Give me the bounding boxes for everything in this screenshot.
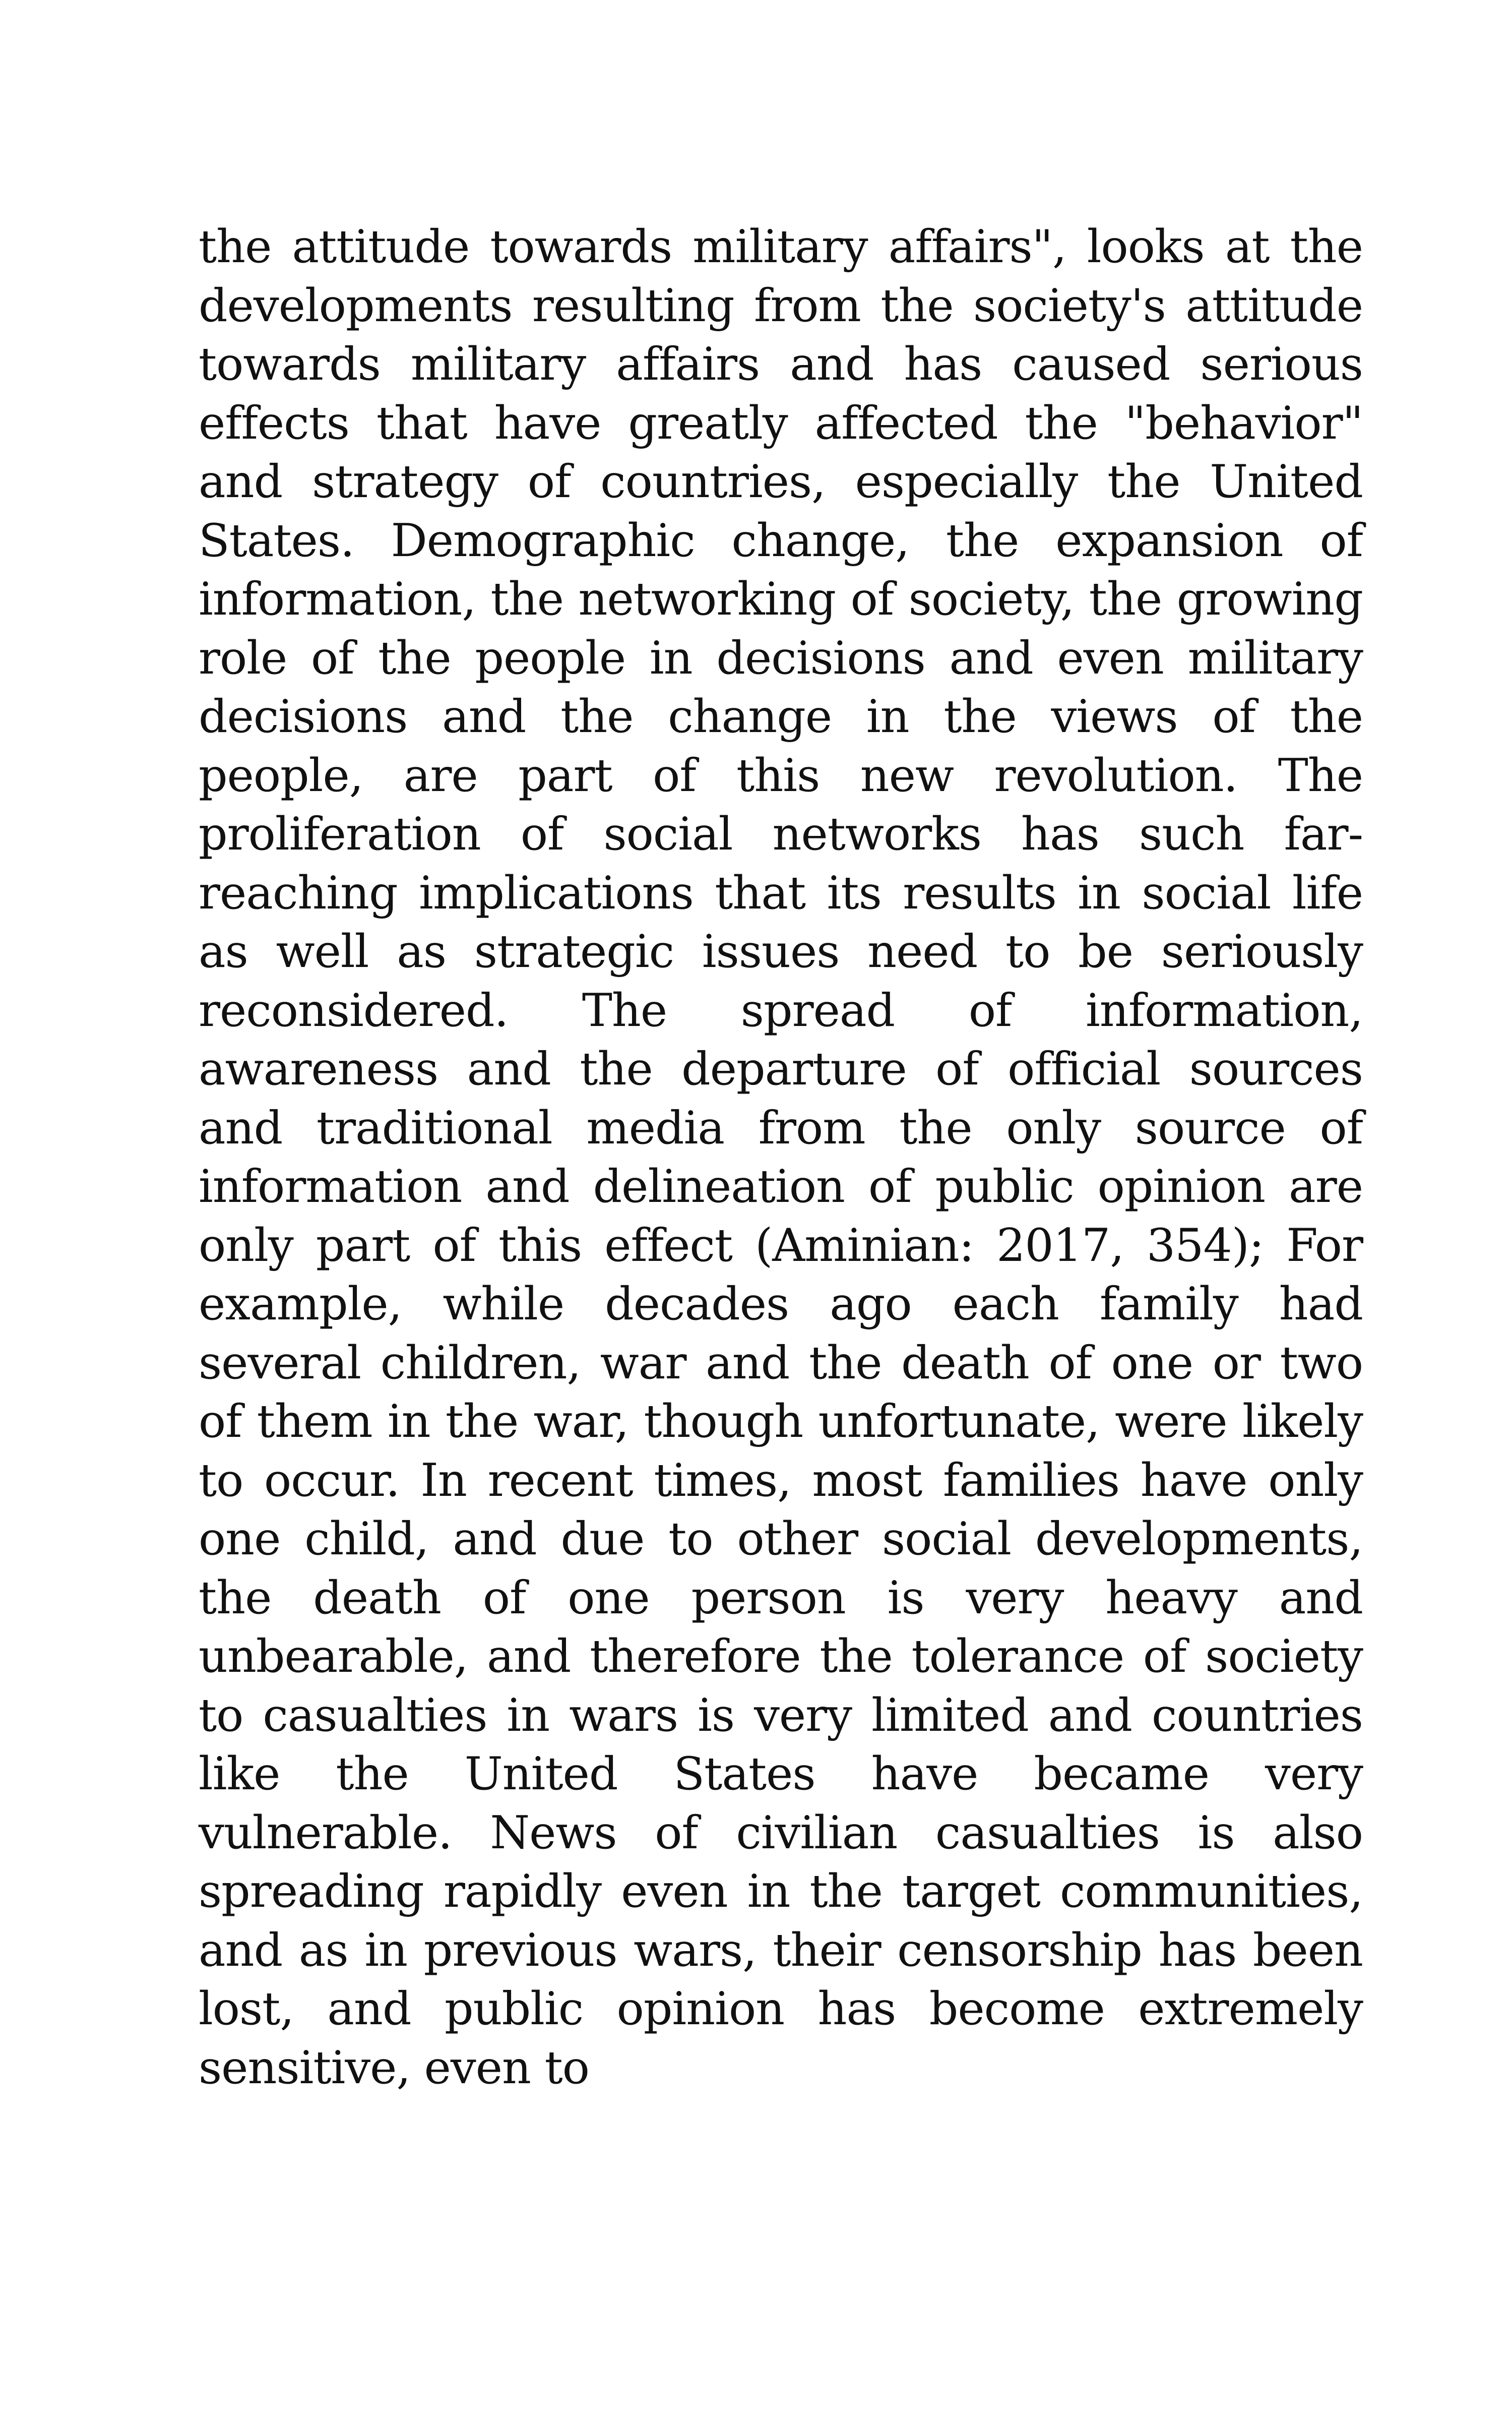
body-paragraph: the attitude towards military affairs", looks at the developments resulting from the society's attitude towards military affairs and has caused serious effects that have greatly affected the "behavior" and strategy of countries, especially the United States. Demographic change, the expansion of information, the networking of society, the growing role of the people in decisions and even military decisions and the change in the views of the people, are part of this new revolution. The proliferation of social networks has such far-reaching implications that its results in social life as well as strategic issues need to be seriously reconsidered. The spread of information, awareness and the departure of official sources and traditional media from the only source of information and delineation of public opinion are only part of this effect (Aminian: 2017, 354); For example, while decades ago each family had several children, war and the death of one or two of them in the war, though unfortunate, were likely to occur. In recent times, most families have only one child, and due to other social developments, the death of one person is very heavy and unbearable, and therefore the tolerance of society to casualties in wars is very limited and countries like the United States have became very vulnerable. News of civilian casualties is also spreading rapidly even in the target communities, and as in previous wars, their censorship has been lost, and public opinion has become extremely sensitive, even to [199, 220, 1363, 2094]
